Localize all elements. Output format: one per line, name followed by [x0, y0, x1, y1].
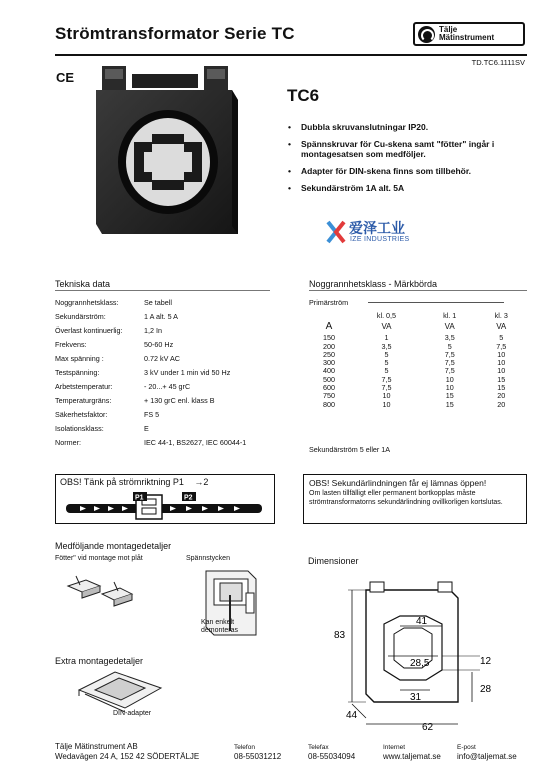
accuracy-heading: Noggrannhetsklass - Märkbörda	[309, 279, 438, 289]
watermark-cn: 爱泽工业	[349, 220, 405, 236]
table-row: 150 1 3,5 5	[323, 333, 504, 343]
footer-phone-label: Telefon	[234, 744, 255, 751]
extra-heading: Extra montagedetaljer	[55, 656, 144, 666]
dim-width: 62	[422, 722, 434, 732]
feature-item: • Sekundärström 1A alt. 5A	[287, 183, 527, 193]
footer-company: Tälje Mätinstrument AB	[55, 742, 138, 751]
footer-web-link[interactable]: www.taljemat.se	[383, 752, 441, 761]
footer-email-link[interactable]: info@taljemat.se	[457, 752, 517, 761]
table-row: 500 7,5 10 15	[323, 374, 506, 384]
dim-depth: 44	[346, 710, 358, 721]
logo-line1: Tälje	[439, 25, 458, 34]
dim-width-inner: 41	[416, 616, 428, 627]
obs-warning-title: OBS! Sekundärlindningen får ej lämnas öppen!	[309, 478, 487, 488]
document-reference: TD.TC6.1111SV	[471, 58, 525, 67]
dim-bottom: 31	[410, 692, 422, 703]
dim-hole: 28,5	[410, 658, 430, 669]
mounting-heading: Medföljande montagedetaljer	[55, 541, 172, 551]
obs-warning-box	[303, 474, 527, 524]
din-caption: DIN-adapter	[113, 710, 152, 717]
din-adapter-drawing	[75, 668, 165, 712]
accuracy-divider	[309, 290, 527, 291]
ce-mark: CE	[56, 70, 75, 85]
model-name: TC6	[287, 86, 320, 105]
accuracy-table	[309, 312, 527, 409]
feature-item: • Spännskruvar för Cu-skena samt "fötter" ingår i montagesatsen som medföljer.	[287, 139, 527, 159]
logo-line2: Mätinstrument	[439, 33, 495, 42]
footer-web-label: Internet	[383, 744, 406, 751]
removable-caption: Kan enkelt demonteras	[201, 619, 238, 634]
feature-item: • Adapter för DIN-skena finns som tillbehör.	[287, 166, 527, 176]
dimension-drawing	[330, 572, 530, 732]
footer-phone: 08-55031212	[234, 752, 282, 761]
header-divider	[55, 54, 527, 56]
table-row: 200 3,5 5 7,5	[323, 341, 507, 351]
dim-inner-small: 12	[480, 656, 492, 667]
page-title: Strömtransformator Serie TC	[55, 24, 295, 43]
feature-item: • Dubbla skruvanslutningar IP20.	[287, 122, 527, 132]
feature-list	[287, 122, 527, 200]
table-row: 800 10 15 20	[323, 399, 506, 409]
dim-right: 28	[480, 684, 492, 695]
company-logo	[413, 22, 525, 46]
table-row: 750 10 15 20	[323, 391, 506, 401]
specs-heading: Tekniska data	[55, 279, 111, 289]
primary-line	[368, 302, 504, 303]
table-row: kl. 0,5 kl. 1 kl. 3	[376, 311, 508, 320]
p1-label: P1	[135, 494, 144, 502]
footer-email-label: E-post	[457, 744, 476, 751]
table-row: 400 5 7,5 10	[323, 366, 506, 376]
obs-direction-text: OBS! Tänk på strömriktning P1 →2	[60, 477, 209, 487]
footer-address: Wedavägen 24 A, 152 42 SÖDERTÄLJE	[55, 752, 200, 761]
footer-fax: 08-55034094	[308, 752, 356, 761]
table-row: 250 5 7,5 10	[323, 349, 506, 359]
gauge-icon	[418, 26, 435, 43]
feet-drawing	[66, 572, 136, 612]
accuracy-footnote: Sekundärström 5 eller 1A	[309, 445, 391, 454]
p2-label: P2	[184, 494, 193, 502]
product-photo	[92, 64, 242, 244]
dim-height: 83	[334, 630, 346, 641]
dimensions-heading: Dimensioner	[308, 556, 359, 566]
footer-fax-label: Telefax	[308, 744, 329, 751]
feet-caption: Fötter" vid montage mot plåt	[55, 555, 143, 562]
busbar-diagram	[66, 492, 266, 522]
ize-logo-icon	[326, 218, 346, 244]
table-row: A VA VA VA	[325, 321, 507, 333]
table-row: 600 7,5 10 15	[323, 383, 506, 393]
specs-divider	[55, 290, 270, 291]
watermark-en: IZE INDUSTRIES	[350, 236, 410, 243]
table-row: 300 5 7,5 10	[323, 358, 506, 368]
clamp-caption: Spännstycken	[186, 555, 230, 562]
obs-warning-body: Om lasten tillfälligt eller permanent bortkopplas måste strömtransformatorns sekundärlindning ovillkorligen kortslutas.	[309, 490, 503, 506]
primary-current-label: Primärström	[309, 298, 349, 307]
